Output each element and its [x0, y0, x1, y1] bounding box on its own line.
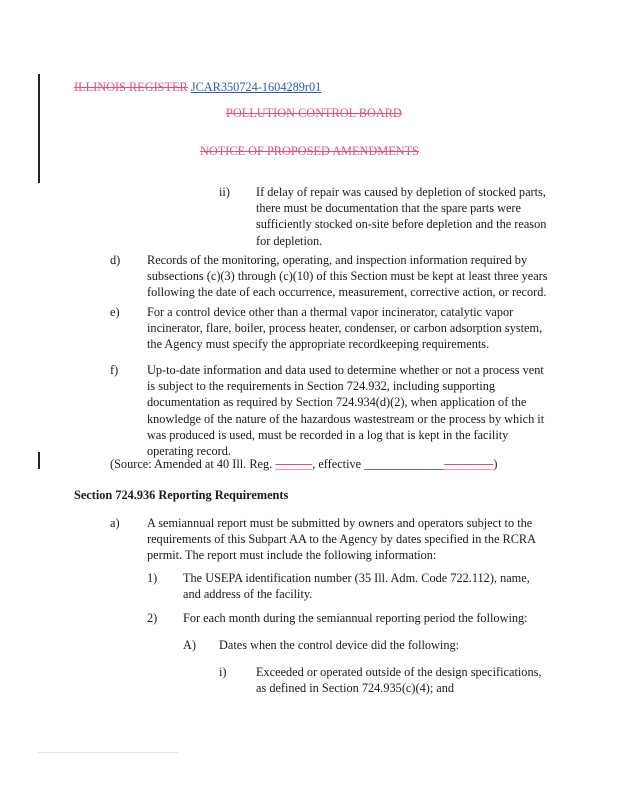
- section-heading: Section 724.936 Reporting Requirements: [74, 488, 289, 502]
- board-title: POLLUTION CONTROL BOARD: [226, 106, 402, 120]
- item-ii-text: [256, 184, 546, 249]
- register-line: [74, 80, 321, 95]
- register-deleted: ILLINOIS REGISTER: [74, 80, 188, 94]
- text-line: was produced is used, must be recorded in a log that is kept in the facility: [147, 427, 509, 442]
- item-1-text: [183, 570, 530, 602]
- change-bar-source: [38, 452, 40, 469]
- text-line: and address of the facility.: [183, 587, 313, 602]
- text-line: A semiannual report must be submitted by owners and operators subject to the: [147, 516, 533, 530]
- text-line: following the date of each occurrence, measurement, corrective action, or record.: [147, 285, 547, 300]
- text-line: requirements of this Subpart AA to the Agency by dates specified in the RCRA: [147, 532, 536, 547]
- item-e-text: [147, 304, 542, 353]
- item-e-marker: e): [110, 305, 120, 319]
- text-line: incinerator, flare, boiler, process heater, condenser, or carbon adsorption system,: [147, 321, 543, 336]
- text-line: the Agency must specify the appropriate recordkeeping requirements.: [147, 337, 490, 352]
- item-f-text: [147, 362, 544, 459]
- text-line: as defined in Section 724.935(c)(4); and: [256, 681, 455, 696]
- item-ii-marker: ii): [219, 185, 230, 199]
- source-blank-date: _____________: [364, 457, 445, 471]
- source-suffix: ): [493, 457, 498, 471]
- source-note: [110, 456, 497, 472]
- text-line: Dates when the control device did the following:: [219, 638, 460, 652]
- item-d-marker: d): [110, 253, 121, 267]
- item-a-marker: a): [110, 516, 120, 530]
- item-i-marker: i): [219, 665, 227, 679]
- source-blank-date-deleted: ________: [444, 457, 494, 471]
- source-effective: , effective: [312, 457, 362, 471]
- change-bar-top: [38, 74, 40, 183]
- register-inserted[interactable]: JCAR350724-1604289r01: [190, 80, 322, 94]
- text-line: subsections (c)(3) through (c)(10) of this Section must be kept at least three years: [147, 269, 548, 284]
- text-line: Up-to-date information and data used to determine whether or not a process vent: [147, 363, 544, 377]
- text-line: is subject to the requirements in Section 724.932, including supporting: [147, 379, 496, 394]
- source-prefix: (Source: Amended at 40 Ill. Reg.: [110, 457, 273, 471]
- text-line: documentation as required by Section 724.934(d)(2), when application of the: [147, 395, 527, 410]
- item-A-text: [219, 637, 459, 653]
- text-line: operating record.: [147, 444, 231, 459]
- text-line: The USEPA identification number (35 Ill. Adm. Code 722.112), name,: [183, 571, 530, 585]
- text-line: If delay of repair was caused by depletion of stocked parts,: [256, 185, 546, 199]
- text-line: for depletion.: [256, 233, 323, 248]
- item-2-marker: 2): [147, 611, 158, 625]
- item-1-marker: 1): [147, 571, 158, 585]
- item-a-text: [147, 515, 536, 564]
- text-line: there must be documentation that the spare parts were: [256, 201, 521, 216]
- notice-title: NOTICE OF PROPOSED AMENDMENTS: [200, 144, 419, 158]
- text-line: For a control device other than a thermal vapor incinerator, catalytic vapor: [147, 305, 514, 319]
- text-line: sufficiently stocked on-site before depletion and the reason: [256, 217, 547, 232]
- source-blank-reg: ______: [275, 457, 313, 471]
- item-A-marker: A): [183, 638, 196, 652]
- footer-rule: [38, 752, 178, 753]
- item-f-marker: f): [110, 363, 119, 377]
- text-line: For each month during the semiannual reporting period the following:: [183, 611, 528, 625]
- item-2-text: [183, 610, 528, 626]
- text-line: knowledge of the nature of the hazardous wastestream or the process by which it: [147, 411, 545, 426]
- text-line: permit. The report must include the following information:: [147, 548, 437, 563]
- text-line: Exceeded or operated outside of the design specifications,: [256, 665, 542, 679]
- item-d-text: [147, 252, 548, 301]
- item-i-text: [256, 664, 541, 696]
- text-line: Records of the monitoring, operating, and inspection information required by: [147, 253, 528, 267]
